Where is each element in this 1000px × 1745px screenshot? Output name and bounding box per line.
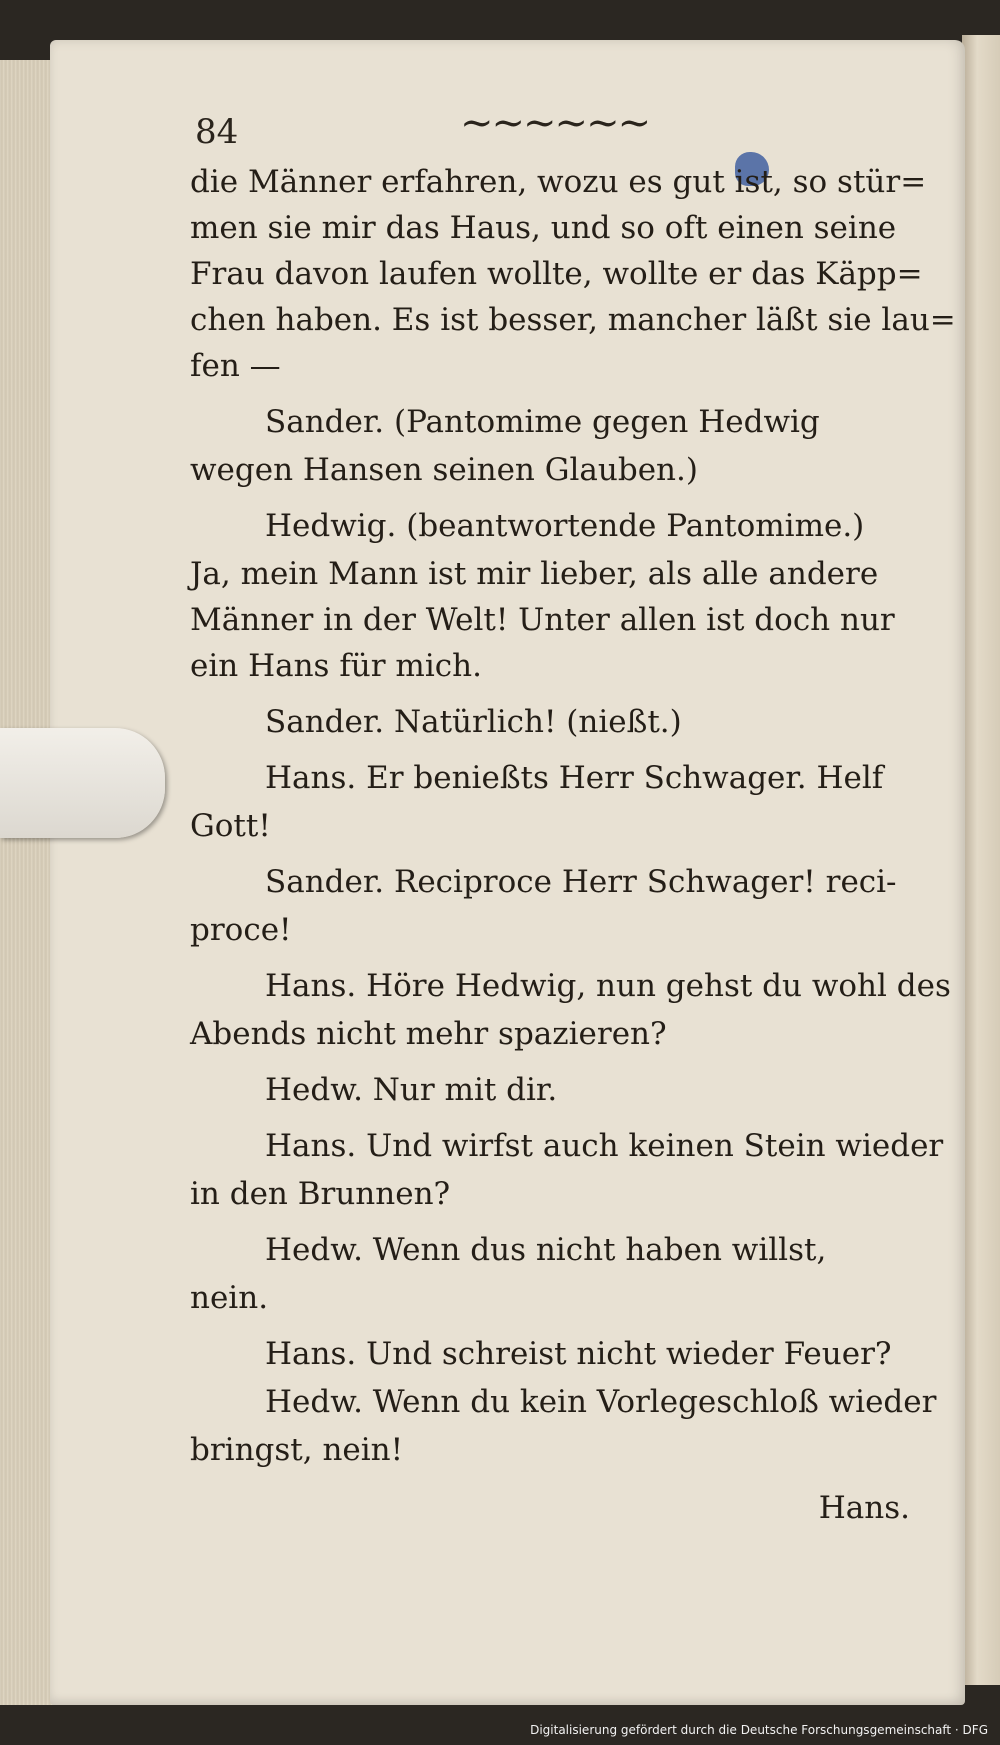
- text-line: Sander. Natürlich! (nießt.): [265, 704, 682, 740]
- text-line: in den Brunnen?: [190, 1176, 451, 1212]
- text-line: Sander. Reciproce Herr Schwager! reci-: [265, 864, 897, 900]
- bookmark-tab: [0, 728, 165, 838]
- text-line: men sie mir das Haus, und so oft einen seine: [190, 210, 897, 246]
- text-line: nein.: [190, 1280, 269, 1316]
- text-line: Hedwig. (beantwortende Pantomime.): [265, 508, 865, 544]
- text-line: Gott!: [190, 808, 271, 844]
- text-line: Frau davon laufen wollte, wollte er das Käpp=: [190, 256, 923, 292]
- text-line: Hedw. Wenn du kein Vorlegeschloß wieder: [265, 1384, 937, 1420]
- catchword: Hans.: [818, 1490, 910, 1526]
- text-line: Hans. Und wirfst auch keinen Stein wieder: [265, 1128, 944, 1164]
- text-line: chen haben. Es ist besser, mancher läßt sie lau=: [190, 302, 956, 338]
- text-line: Abends nicht mehr spazieren?: [190, 1016, 667, 1052]
- text-line: die Männer erfahren, wozu es gut ist, so stür=: [190, 164, 927, 200]
- facing-page: [962, 35, 1000, 1685]
- text-line: Hans. Und schreist nicht wieder Feuer?: [265, 1336, 892, 1372]
- text-line: ein Hans für mich.: [190, 648, 482, 684]
- text-line: Männer in der Welt! Unter allen ist doch nur: [190, 602, 895, 638]
- text-line: wegen Hansen seinen Glauben.): [190, 452, 698, 488]
- text-line: bringst, nein!: [190, 1432, 404, 1468]
- text-line: fen —: [190, 348, 281, 384]
- text-line: Hans. Er benießts Herr Schwager. Helf: [265, 760, 884, 796]
- text-line: Ja, mein Mann ist mir lieber, als alle andere: [190, 556, 879, 592]
- text-line: proce!: [190, 912, 292, 948]
- text-line: Hedw. Nur mit dir.: [265, 1072, 558, 1108]
- digitization-credit: Digitalisierung gefördert durch die Deutsche Forschungsgemeinschaft · DFG: [526, 1721, 992, 1739]
- text-line: Sander. (Pantomime gegen Hedwig: [265, 404, 820, 440]
- header-ornament: ~~~~~~: [460, 100, 650, 146]
- text-line: Hedw. Wenn dus nicht haben willst,: [265, 1232, 827, 1268]
- text-line: Hans. Höre Hedwig, nun gehst du wohl des: [265, 968, 951, 1004]
- page-number: 84: [195, 112, 239, 152]
